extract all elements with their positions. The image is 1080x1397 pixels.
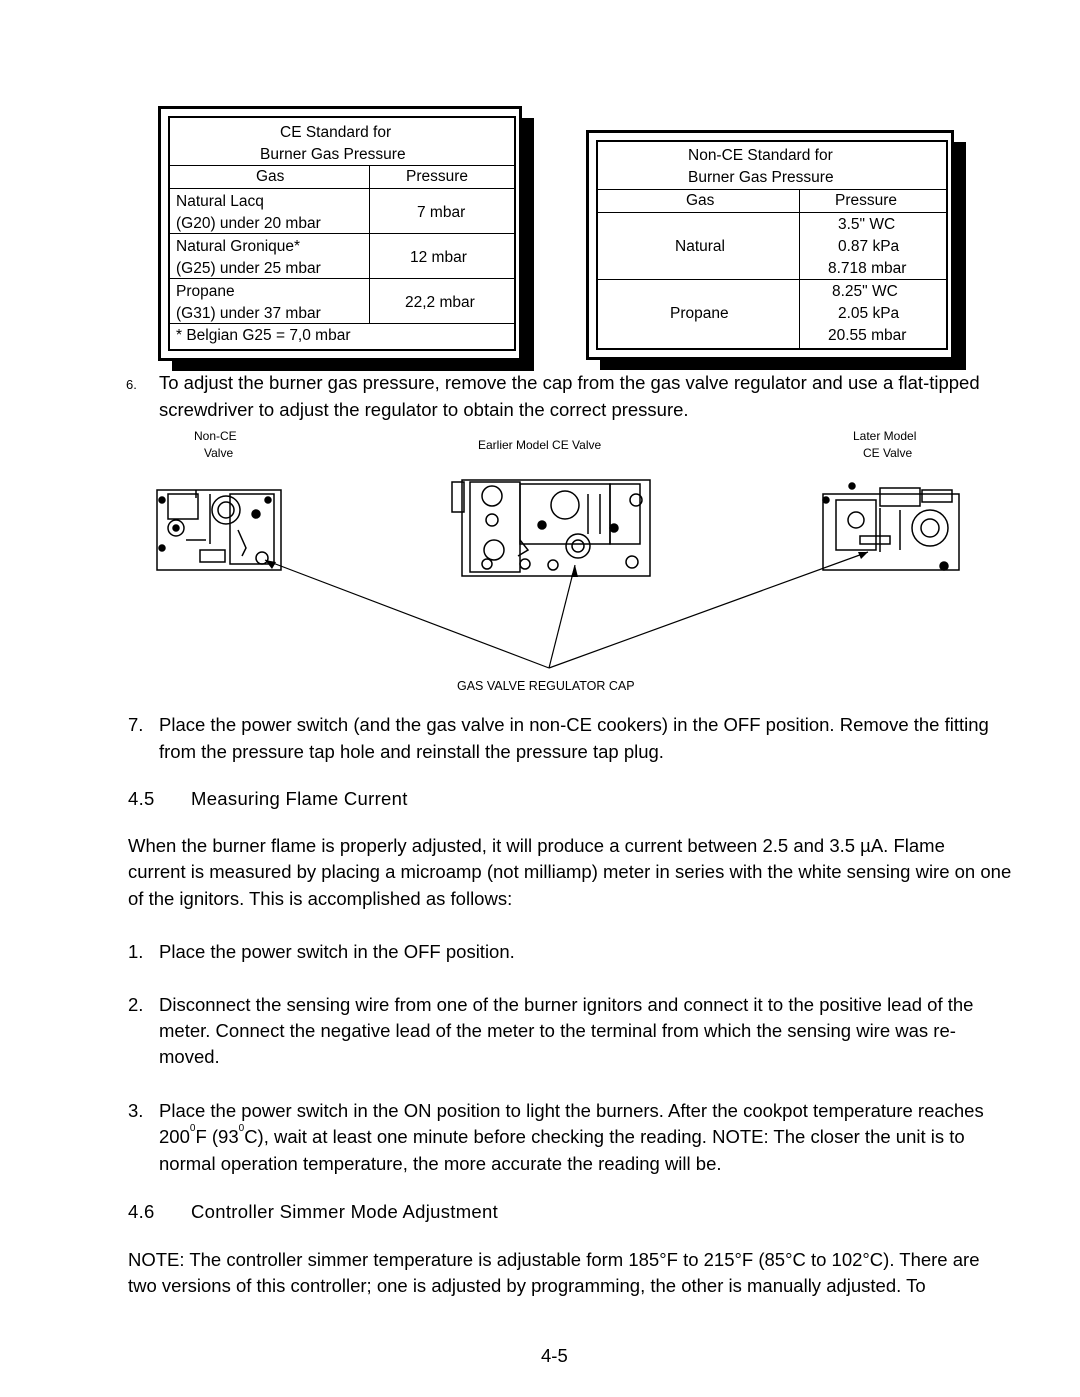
nonce-row2-p2: 2.05 kPa xyxy=(838,305,900,322)
ce-row2-gas2: (G25) under 25 mbar xyxy=(176,260,321,277)
s45-item3-line2-rest: C), wait at least one minute before checking the reading. NOTE: The closer the unit is to xyxy=(244,1126,965,1147)
s45-item3-line2 xyxy=(159,1124,965,1150)
s45-item3-line3: normal operation temperature, the more accurate the reading will be. xyxy=(159,1153,722,1174)
ce-row2-pressure: 12 mbar xyxy=(410,249,467,266)
nonce-row2-p1: 8.25" WC xyxy=(832,283,898,300)
nonce-valve-drawing xyxy=(157,490,281,570)
section-4-5-number: 4.5 xyxy=(128,788,155,809)
nonce-row1-p2: 0.87 kPa xyxy=(838,238,900,255)
s45-para-line1: When the burner flame is properly adjusted, it will produce a current between 2.5 and 3.5 µA. Flame xyxy=(128,835,945,856)
ce-table xyxy=(168,116,516,351)
s45-item3-number: 3. xyxy=(128,1100,144,1121)
ce-table-title-1: CE Standard for xyxy=(280,124,392,141)
ce-col-pressure: Pressure xyxy=(406,168,469,185)
step7-line1: Place the power switch (and the gas valve in non-CE cookers) in the OFF position. Remove the fitting xyxy=(159,714,989,735)
label-nonce-1: Non-CE xyxy=(194,429,237,443)
ce-row1-pressure: 7 mbar xyxy=(417,204,466,221)
nonce-row2-gas: Propane xyxy=(670,305,729,322)
label-earlier: Earlier Model CE Valve xyxy=(478,438,602,452)
label-regulator-cap: GAS VALVE REGULATOR CAP xyxy=(457,679,635,693)
section-4-6-number: 4.6 xyxy=(128,1201,155,1222)
step6-line1: To adjust the burner gas pressure, remove the cap from the gas valve regulator and use a flat-tipped xyxy=(159,372,980,393)
step7-line2: from the pressure tap hole and reinstall the pressure tap plug. xyxy=(159,741,664,762)
section-4-6-title: Controller Simmer Mode Adjustment xyxy=(191,1201,499,1222)
nonce-row1-p1: 3.5" WC xyxy=(838,216,896,233)
ce-row1-gas2: (G20) under 20 mbar xyxy=(176,215,321,232)
nonce-table-title-2: Burner Gas Pressure xyxy=(688,169,834,186)
s45-item2-line3: moved. xyxy=(159,1046,220,1067)
label-nonce-2: Valve xyxy=(204,446,234,460)
s45-item3-line1: Place the power switch in the ON position to light the burners. After the cookpot temperature reaches xyxy=(159,1100,984,1121)
s45-item2-number: 2. xyxy=(128,994,144,1015)
s45-temp-f: 200 xyxy=(159,1126,190,1147)
ce-row3-gas2: (G31) under 37 mbar xyxy=(176,305,321,322)
s46-para-line2: two versions of this controller; one is adjusted by programming, the other is manually adjusted. To xyxy=(128,1275,926,1296)
s45-item1-number: 1. xyxy=(128,941,144,962)
gas-valve-figure xyxy=(0,460,1080,690)
step6-number: 6. xyxy=(126,377,137,392)
nonce-row1-p3: 8.718 mbar xyxy=(828,260,907,277)
earlier-ce-valve-drawing xyxy=(452,480,650,576)
s45-para-line2: current is measured by placing a microamp (not milliamp) meter in series with the white sensing wire on one xyxy=(128,861,1012,882)
ce-table-title-2: Burner Gas Pressure xyxy=(260,146,406,163)
later-ce-valve-drawing xyxy=(823,483,959,570)
nonce-row2-p3: 20.55 mbar xyxy=(828,327,907,344)
ce-col-gas: Gas xyxy=(256,168,285,185)
step7-number: 7. xyxy=(128,714,144,735)
nonce-col-pressure: Pressure xyxy=(835,192,898,209)
section-4-5-title: Measuring Flame Current xyxy=(191,788,408,809)
degree-sup-c: 0 xyxy=(238,1123,245,1134)
nonce-table xyxy=(596,140,948,350)
degree-sup-f: 0 xyxy=(189,1123,196,1134)
ce-row3-pressure: 22,2 mbar xyxy=(405,294,475,311)
s45-para-line3: of the ignitors. This is accomplished as follows: xyxy=(128,888,513,909)
ce-footnote: * Belgian G25 = 7,0 mbar xyxy=(176,327,351,344)
s45-item2-line1: Disconnect the sensing wire from one of the burner ignitors and connect it to the positive lead of the xyxy=(159,994,974,1015)
ce-row2-gas1: Natural Gronique* xyxy=(176,238,301,255)
ce-row1-gas1: Natural Lacq xyxy=(176,193,264,210)
page-number: 4-5 xyxy=(541,1345,568,1366)
nonce-table-title-1: Non-CE Standard for xyxy=(688,147,833,164)
s45-item1-text: Place the power switch in the OFF position. xyxy=(159,941,515,962)
s45-temp-c: F (93 xyxy=(195,1126,239,1147)
s45-item2-line2: meter. Connect the negative lead of the meter to the terminal from which the sensing wire was re- xyxy=(159,1020,956,1041)
label-later-2: CE Valve xyxy=(863,446,913,460)
label-later-1: Later Model xyxy=(853,429,917,443)
step6-line2: screwdriver to adjust the regulator to obtain the correct pressure. xyxy=(159,399,689,420)
nonce-row1-gas: Natural xyxy=(675,238,725,255)
nonce-col-gas: Gas xyxy=(686,192,715,209)
s46-para-line1: NOTE: The controller simmer temperature is adjustable form 185°F to 215°F (85°C to 102°C). There are xyxy=(128,1249,980,1270)
ce-row3-gas1: Propane xyxy=(176,283,235,300)
